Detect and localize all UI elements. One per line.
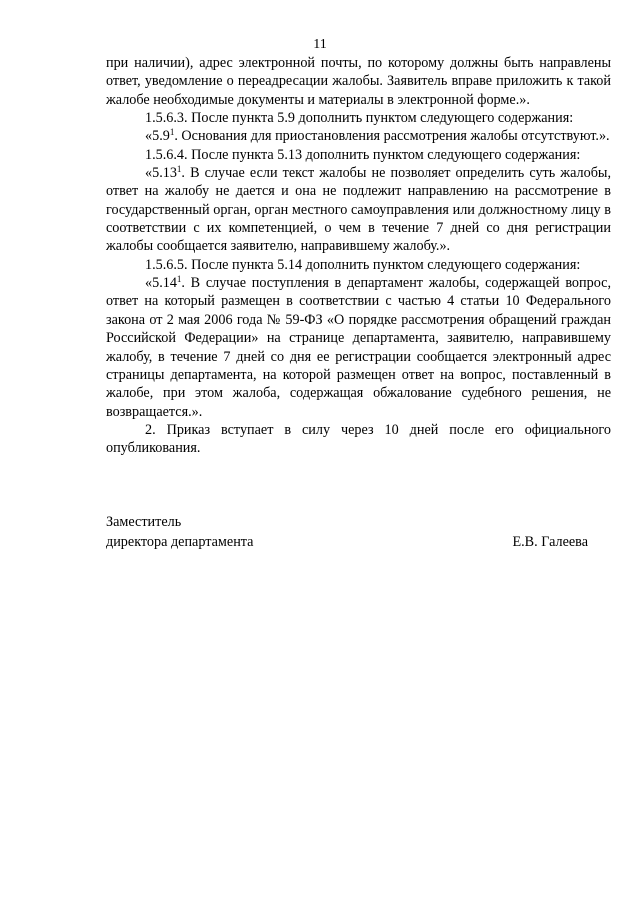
item-number: «5.13: [145, 165, 177, 182]
item-number: «5.9: [145, 128, 170, 145]
paragraph-1-5-6-5: 1.5.6.5. После пункта 5.14 дополнить пунктом следующего содержания:: [145, 256, 581, 273]
item-number: «5.14: [145, 275, 177, 292]
signatory-title-line-2: директора департамента: [106, 534, 254, 550]
item-text: . В случае поступления в департамент жалобы, содержащей вопрос, ответ на который размещен в соответствии с частью 4 статьи 10 Федерального закона от 2 мая 2006 года № 59-ФЗ «О порядке рассмотрения обращений граждан Российской Федерации» на странице департамента, заявителю, направившему жалобу, в течение 7 дней со дня ее регистрации сообщается электронный адрес страницы департамента, на которой размещен ответ на вопрос, поставленный в жалобе, при этом жалоба, содержащая обжалование судебного решения, не возвращается.».: [106, 275, 611, 420]
signature-row: [106, 532, 588, 552]
paragraph-item-5-14-1: [106, 274, 611, 421]
item-superscript: 1: [176, 164, 182, 175]
item-text: . В случае если текст жалобы не позволяет определить суть жалобы, ответ на жалобу не дается и она не подлежит направлению на рассмотрение в государственный орган, орган местного самоуправления или должностному лицу в соответствии с их компетенцией, о чем в течение 7 дней со дня регистрации жалобы сообщается заявителю, направившему жалобу.».: [106, 165, 611, 255]
paragraph-1-5-6-3: 1.5.6.3. После пункта 5.9 дополнить пунктом следующего содержания:: [145, 110, 574, 127]
paragraph-item-5-9-1: [106, 127, 611, 145]
document-body: [106, 54, 611, 458]
paragraph-1-5-6-4: 1.5.6.4. После пункта 5.13 дополнить пунктом следующего содержания:: [145, 146, 581, 163]
signatory-name: Е.В. Галеева: [512, 534, 588, 550]
signature-block: [106, 512, 588, 552]
paragraph-effective-date: 2. Приказ вступает в силу через 10 дней после его официального опубликования.: [106, 421, 611, 457]
item-superscript: 1: [169, 127, 175, 138]
item-superscript: 1: [176, 274, 182, 285]
signatory-title-line-1: Заместитель: [106, 514, 182, 530]
paragraph-continuation: при наличии), адрес электронной почты, по которому должны быть направлены ответ, уведомление о переадресации жалобы. Заявитель вправе приложить к такой жалобе необходимые документы и материалы в электронной форме.».: [106, 55, 611, 108]
page-number: 11: [313, 37, 327, 52]
paragraph-item-5-13-1: [106, 164, 611, 256]
item-text: . Основания для приостановления рассмотрения жалобы отсутствуют.».: [174, 128, 610, 145]
